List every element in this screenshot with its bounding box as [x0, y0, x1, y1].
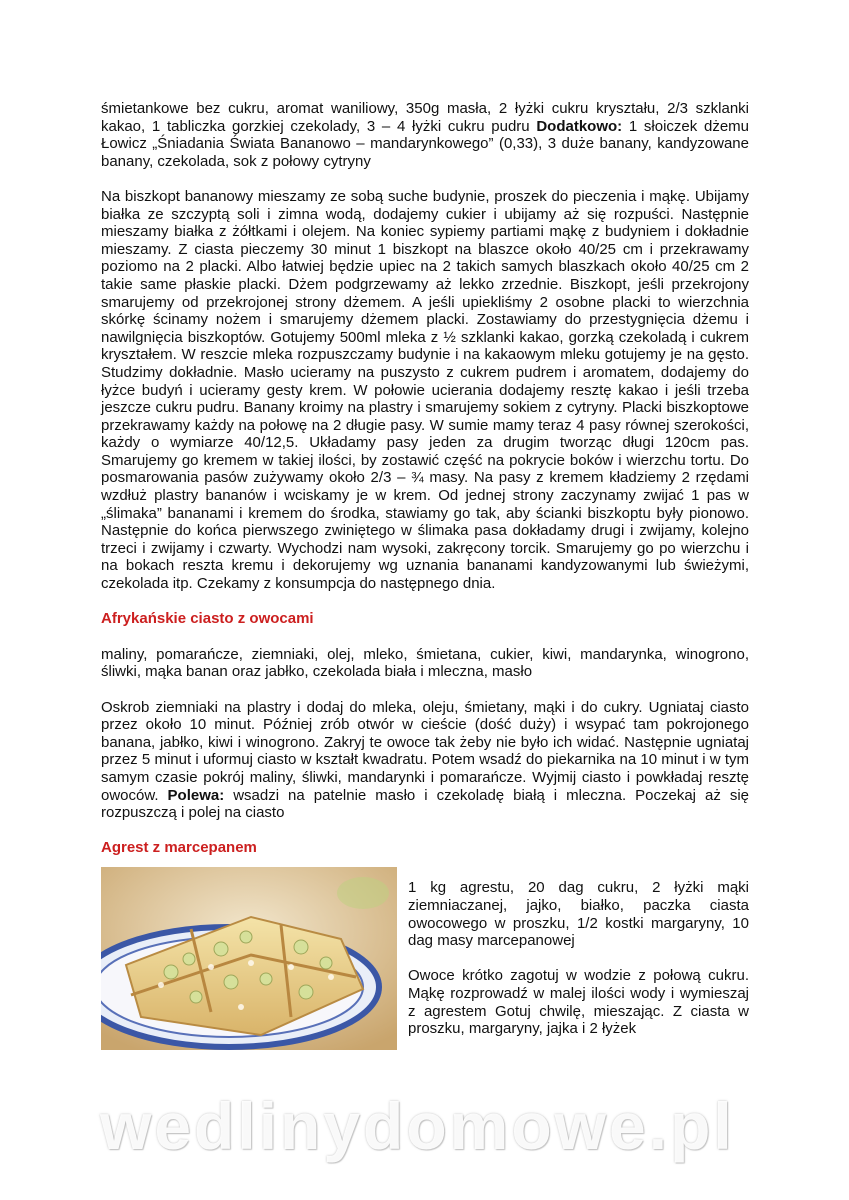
main-method: Na biszkopt bananowy mieszamy ze sobą suche budynie, proszek do pieczenia i mąkę. Ubijamy białka ze szczyptą soli i zimna wodą, dodajemy cukier i ubijamy aż się rozpuści. Następnie mieszamy białka z żółtkami i olejem. Na koniec sypiemy partiami mąkę z budyniem i dokładnie mieszamy. Z ciasta pieczemy 30 minut 1 biszkopt na blaszce około 40/25 cm i przekrawamy poziomo na 2 placki. Albo łatwiej będzie upiec na 2 takich samych blaszkach około 40/25 cm 2 takie same płaskie placki. Dżem podgrzewamy aż lekko zrzednie. Biszkopt, jeśli przekrojony smarujemy od przekrojonej strony dżemem. A jeśli upiekliśmy 2 osobne placki to wierzchnia skórkę ścinamy nożem i smarujemy dżemem placki. Zostawiamy do przestygnięcia dżemu i nawilgnięcia biszkoptów. Gotujemy 500ml mleka z ½ szklanki kakao, gorzką czekoladą i cukrem kryształem. W reszcie mleka rozpuszczamy budynie i na kakaowym mleku gotujemy je na gęsto. Studzimy dokładnie. Masło ucieramy na puszysto z cukrem pudrem i aromatem, dodajemy do łyżce budyń i ucieramy gesty krem. W połowie ucierania dodajemy resztę kakao i jeśli trzeba jeszcze cukru pudru. Banany kroimy na plastry i smarujemy sokiem z cytryny. Placki biszkoptowe przekrawamy każdy na połowę na 2 długie pasy. W sumie mamy teraz 4 pasy równej szerokości, każdy o wymiarze 40/12,5. Układamy pasy jeden za drugim tworząc długi 120cm pas. Smarujemy go kremem w takiej ilości, by zostawić część na pokrycie boków i wierzchu tortu. Do posmarowania pasów zużywamy około 2/3 – ¾ masy. Na pasy z kremem kładziemy 2 rzędami wzdłuż plastry bananów i wciskamy je w krem. Od jednej strony zaczynamy zwijać 1 pas w „ślimaka” bananami i kremem do środka, stawiamy go tak, aby ścianki biszkoptu były pionowo. Następnie do końca pierwszego zwiniętego w ślimaka pasa dokładamy drugi i zwijamy, kolejno trzeci i zwijamy i czwarty. Wychodzi nam wysoki, zakręcony torcik. Smarujemy go po wierzchu i na bokach reszta kremu i dekorujemy wg uznania bananami kandyzowanymi lub świeżymi, czekolada itp. Czekamy z konsumpcja do następnego dnia.	[101, 187, 749, 593]
intro-text-2: 1 słoiczek dżemu Łowicz „Śniadania Świata Bananowo – mandarynkowego” (0,33), 3 duże banany, kandyzowane banany, czekolada, sok z połowy cytryny	[101, 117, 750, 170]
african-cake-method	[101, 699, 749, 822]
recipe-document	[101, 100, 749, 1067]
gooseberry-text	[408, 879, 749, 1037]
gooseberry-ingredients: 1 kg agrestu, 20 dag cukru, 2 łyżki mąki ziemniaczanej, jajko, białko, paczka ciasta owocowego w proszku, 1/2 kostki margaryny, 10 dag masy marcepanowej	[408, 879, 749, 950]
cake-photo	[101, 867, 397, 1050]
african-method-text-2: wsadzi na patelnie masło i czekoladę białą i mleczna. Poczekaj aż się rozpuszczą i polej na ciasto	[101, 786, 750, 822]
spacer	[101, 822, 749, 840]
site-watermark: wedlinydomowe.pl	[100, 1089, 735, 1163]
spacer	[101, 681, 749, 699]
spacer	[101, 593, 749, 611]
gooseberry-method: Owoce krótko zagotuj w wodzie z połową cukru. Mąkę rozprowadź w malej ilości wody i wymieszaj z agrestem Gotuj chwilę, mieszając. Z ciasta w proszku, margaryny, jajka i 2 łyżek	[408, 967, 749, 1038]
african-method-text: Oskrob ziemniaki na plastry i dodaj do mleka, oleju, śmietany, mąki i do cukry. Ugniataj ciasto przez około 10 minut. Później zrób otwór w cieście (dość duży) i wsypać tam pokrojonego banana, jabłko, kiwi i winogrono. Zakryj te owoce tak żeby nie było ich widać. Następnie ugniataj przez 5 minut i uformuj ciasto w kształt kwadratu. Potem wsadź do piekarnika na 10 minut i w tym samym czasie pokrój maliny, śliwki, mandarynki i pomarańcze. Wyjmij ciasto i powkładaj resztę owoców.	[101, 698, 749, 804]
intro-ingredients	[101, 100, 749, 170]
intro-bold-label: Dodatkowo:	[536, 117, 623, 135]
gooseberry-section	[101, 867, 749, 1067]
cake-photo-icon	[101, 867, 397, 1050]
african-cake-ingredients: maliny, pomarańcze, ziemniaki, olej, mleko, śmietana, cukier, kiwi, mandarynka, winogrono, śliwki, mąka banan oraz jabłko, czekolada biała i mleczna, masło	[101, 645, 749, 681]
recipe-title-african-cake: Afrykańskie ciasto z owocami	[101, 610, 314, 628]
spacer	[101, 628, 749, 646]
intro-text: śmietankowe bez cukru, aromat waniliowy, 350g masła, 2 łyżki cukru kryształu, 2/3 szklanki kakao, 1 tabliczka gorzkiej czekolady, 3 – 4 łyżki cukru pudru	[101, 100, 749, 135]
glaze-label: Polewa:	[167, 786, 225, 804]
recipe-title-gooseberry: Agrest z marcepanem	[101, 839, 257, 857]
spacer	[408, 950, 749, 968]
spacer	[101, 170, 749, 188]
